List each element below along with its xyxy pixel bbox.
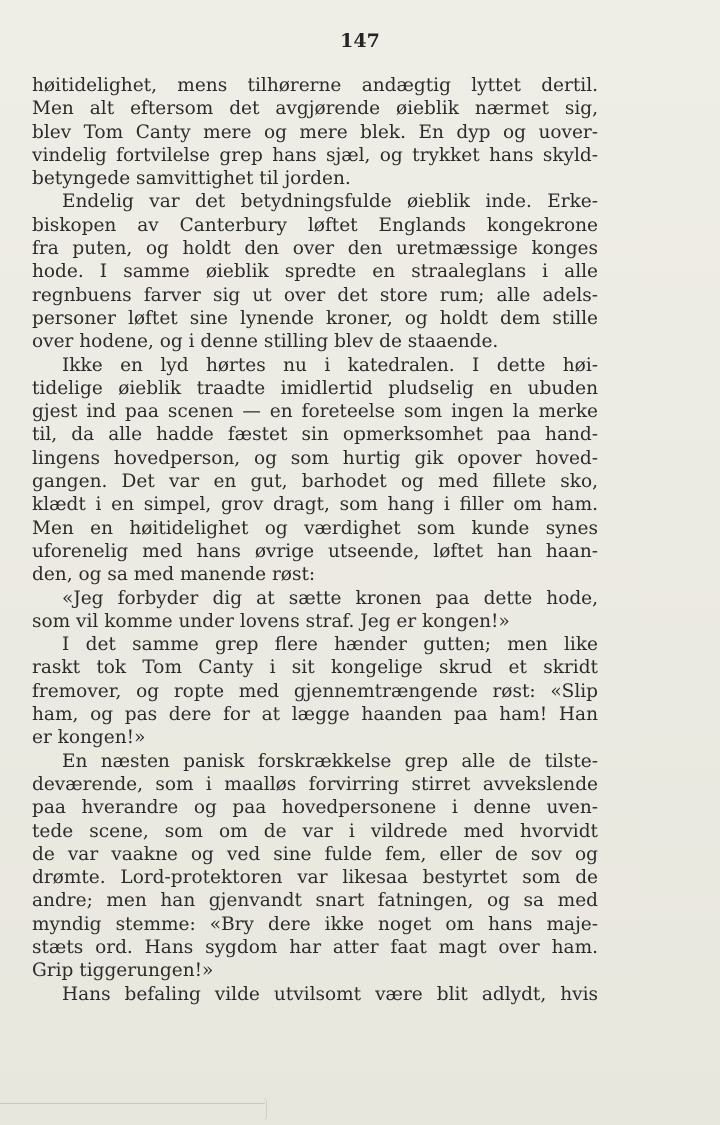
text-line: stæts ord. Hans sygdom har atter faat magt over ham. — [32, 936, 598, 958]
text-line: biskopen av Canterbury løftet Englands kongekrone — [32, 214, 598, 236]
text-line: klædt i en simpel, grov dragt, som hang i filler om ham. — [32, 494, 598, 516]
text-line: hode. I samme øieblik spredte en straaleglans i alle — [32, 261, 598, 283]
body-text — [32, 74, 598, 1006]
text-line: lingens hovedperson, og som hurtig gik opover hoved- — [32, 447, 598, 469]
text-line: den, og sa med manende røst: — [32, 564, 316, 586]
text-line: I det samme grep flere hænder gutten; men like — [62, 634, 598, 656]
text-line: deværende, som i maalløs forvirring stirret avvekslende — [32, 773, 598, 795]
text-line: de var vaakne og ved sine fulde fem, eller de sov og — [32, 843, 598, 865]
text-line: tede scene, som om de var i vildrede med hvorvidt — [32, 820, 598, 842]
page-number: 147 — [340, 30, 380, 52]
text-line: ham, og pas dere for at lægge haanden paa ham! Han — [32, 704, 598, 726]
text-line: Ikke en lyd hørtes nu i katedralen. I dette høi- — [62, 354, 598, 376]
text-line: fra puten, og holdt den over den uretmæssige konges — [32, 238, 598, 260]
text-line: fremover, og ropte med gjennemtrængende røst: «Slip — [32, 680, 598, 702]
page-edge-curl — [262, 1097, 267, 1121]
text-line: uforenelig med hans øvrige utseende, løftet han haan- — [32, 540, 598, 562]
text-line: myndig stemme: «Bry dere ikke noget om hans maje- — [32, 913, 598, 935]
text-line: regnbuens farver sig ut over det store rum; alle adels- — [32, 284, 598, 306]
text-line: Men en høitidelighet og værdighet som kunde synes — [32, 517, 598, 539]
text-line: vindelig fortvilelse grep hans sjæl, og trykket hans skyld- — [32, 144, 598, 166]
text-line: som vil komme under lovens straf. Jeg er kongen!» — [32, 610, 510, 632]
text-line: paa hverandre og paa hovedpersonene i denne uven- — [32, 797, 598, 819]
text-line: drømte. Lord-protektoren var likesaa bestyrtet som de — [32, 867, 598, 889]
text-line: andre; men han gjenvandt snart fatningen, og sa med — [32, 890, 598, 912]
text-line: blev Tom Canty mere og mere blek. En dyp og uover- — [32, 121, 598, 143]
text-line: personer løftet sine lynende kroner, og holdt dem stille — [32, 307, 598, 329]
text-line: høitidelighet, mens tilhørerne andægtig lyttet dertil. — [32, 75, 598, 96]
text-line: Hans befaling vilde utvilsomt være blit adlydt, hvis — [62, 983, 598, 1005]
text-line: «Jeg forbyder dig at sætte kronen paa dette hode, — [62, 587, 598, 609]
text-line: gjest ind paa scenen — en foreteelse som ingen la merke — [32, 401, 598, 423]
text-line: gangen. Det var en gut, barhodet og med fillete sko, — [32, 471, 598, 493]
text-line: til, da alle hadde fæstet sin opmerksomhet paa hand- — [32, 424, 598, 446]
text-line: En næsten panisk forskrækkelse grep alle de tilste- — [62, 750, 598, 772]
text-line: over hodene, og i denne stilling blev de staaende. — [32, 331, 499, 353]
page-edge-line — [0, 1103, 265, 1104]
text-line: Endelig var det betydningsfulde øieblik inde. Erke- — [62, 191, 598, 213]
text-line: raskt tok Tom Canty i sit kongelige skrud et skridt — [32, 657, 598, 679]
text-line: tidelige øieblik traadte imidlertid pludselig en ubuden — [32, 377, 598, 399]
text-line: Grip tiggerungen!» — [32, 960, 214, 982]
text-line: Men alt eftersom det avgjørende øieblik nærmet sig, — [32, 98, 598, 120]
text-line: er kongen!» — [32, 727, 146, 749]
text-line: betyngede samvittighet til jorden. — [32, 168, 351, 190]
